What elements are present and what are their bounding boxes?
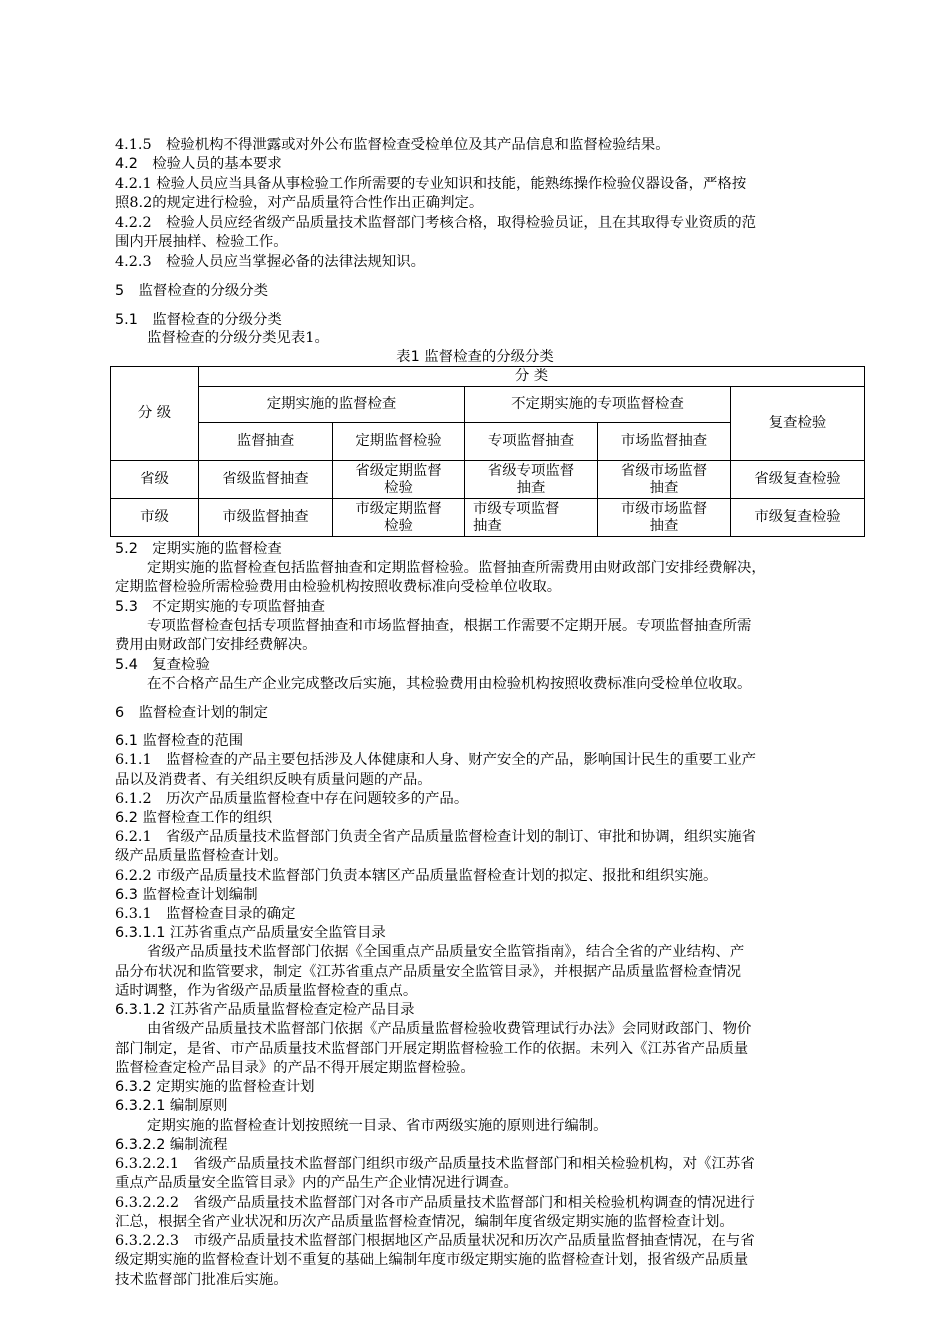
paragraph: 适时调整，作为省级产品质量监督检查的重点。 bbox=[115, 983, 418, 999]
chapter-heading: 6 监督检查计划的制定 bbox=[115, 705, 269, 721]
table-cell: 省级专项监督 抽查 bbox=[465, 461, 598, 499]
paragraph: 专项监督检查包括专项监督抽查和市场监督抽查，根据工作需要不定期开展。专项监督抽查所需 bbox=[147, 618, 752, 634]
paragraph: 定期实施的监督检查计划按照统一目录、省市两级实施的原则进行编制。 bbox=[147, 1118, 608, 1134]
table-cell: 市级复查检验 bbox=[731, 499, 865, 537]
paragraph: 部门制定，是省、市产品质量技术监督部门开展定期监督检验工作的依据。未列入《江苏省产品质量 bbox=[115, 1041, 749, 1057]
header-regular: 定期实施的监督检查 bbox=[199, 387, 465, 423]
header-category: 分 类 bbox=[199, 367, 865, 387]
table-cell: 省级复查检验 bbox=[731, 461, 865, 499]
section-heading: 5.4 复查检验 bbox=[115, 657, 210, 673]
table-cell: 省级监督抽查 bbox=[199, 461, 333, 499]
paragraph: 重点产品质量安全监管目录》内的产品生产企业情况进行调查。 bbox=[115, 1175, 518, 1191]
table-cell: 市级专项监督 抽查 bbox=[465, 499, 598, 537]
table-cell: 省级定期监督 检验 bbox=[333, 461, 465, 499]
table-caption: 表1 监督检查的分级分类 bbox=[396, 349, 554, 365]
section-heading: 6.3 监督检查计划编制 bbox=[115, 887, 258, 903]
paragraph: 6.3.2.2.2 省级产品质量技术监督部门对各市产品质量技术监督部门和相关检验机构调查的情况进行 bbox=[115, 1195, 755, 1211]
paragraph: 6.2.2 市级产品质量技术监督部门负责本辖区产品质量监督检查计划的拟定、报批和组织实施。 bbox=[115, 868, 718, 884]
paragraph: 品分布状况和监管要求，制定《江苏省重点产品质量安全监管目录》，并根据产品质量监督检查情况 bbox=[115, 964, 741, 980]
subsection-heading: 6.3.2.1 编制原则 bbox=[115, 1098, 228, 1114]
section-heading: 6.2 监督检查工作的组织 bbox=[115, 810, 272, 826]
table-row bbox=[111, 499, 865, 537]
paragraph: 照8.2的规定进行检验，对产品质量符合性作出正确判定。 bbox=[115, 195, 484, 211]
table-cell: 省级市场监督 抽查 bbox=[598, 461, 731, 499]
section-heading: 4.2 检验人员的基本要求 bbox=[115, 156, 282, 172]
paragraph: 级产品质量监督检查计划。 bbox=[115, 848, 288, 864]
paragraph: 费用由财政部门安排经费解决。 bbox=[115, 637, 317, 653]
paragraph: 4.1.5 检验机构不得泄露或对外公布监督检查受检单位及其产品信息和监督检验结果。 bbox=[115, 137, 670, 153]
table-cell: 市级市场监督 抽查 bbox=[598, 499, 731, 537]
paragraph: 级定期实施的监督检查计划不重复的基础上编制年度市级定期实施的监督检查计划，报省级产品质量 bbox=[115, 1252, 749, 1268]
paragraph: 省级产品质量技术监督部门依据《全国重点产品质量安全监管指南》，结合全省的产业结构、产 bbox=[147, 944, 745, 960]
subheader-cell: 专项监督抽查 bbox=[465, 423, 598, 461]
paragraph: 4.2.2 检验人员应经省级产品质量技术监督部门考核合格，取得检验员证，且在其取得专业资质的范 bbox=[115, 215, 757, 231]
subheader-cell: 定期监督检验 bbox=[333, 423, 465, 461]
chapter-heading: 5 监督检查的分级分类 bbox=[115, 283, 269, 299]
table-cell: 市级 bbox=[111, 499, 199, 537]
paragraph: 6.1.1 监督检查的产品主要包括涉及人体健康和人身、财产安全的产品，影响国计民生的重要工业产 bbox=[115, 752, 757, 768]
subheader-cell: 市场监督抽查 bbox=[598, 423, 731, 461]
subsection-heading: 6.3.2 定期实施的监督检查计划 bbox=[115, 1079, 315, 1095]
section-heading: 5.3 不定期实施的专项监督抽查 bbox=[115, 599, 325, 615]
subsection-heading: 6.3.1 监督检查目录的确定 bbox=[115, 906, 296, 922]
subsection-heading: 6.3.1.2 江苏省产品质量监督检查定检产品目录 bbox=[115, 1002, 415, 1018]
paragraph: 围内开展抽样、检验工作。 bbox=[115, 234, 288, 250]
paragraph: 定期监督检验所需检验费用由检验机构按照收费标准向受检单位收取。 bbox=[115, 579, 562, 595]
header-recheck: 复查检验 bbox=[731, 387, 865, 461]
header-irregular: 不定期实施的专项监督检查 bbox=[465, 387, 731, 423]
subsection-heading: 6.3.1.1 江苏省重点产品质量安全监管目录 bbox=[115, 925, 386, 941]
table-cell: 市级监督抽查 bbox=[199, 499, 333, 537]
subsection-heading: 6.3.2.2 编制流程 bbox=[115, 1137, 228, 1153]
section-heading: 6.1 监督检查的范围 bbox=[115, 733, 244, 749]
table-row bbox=[111, 461, 865, 499]
section-heading: 5.2 定期实施的监督检查 bbox=[115, 541, 282, 557]
paragraph: 在不合格产品生产企业完成整改后实施，其检验费用由检验机构按照收费标准向受检单位收取。 bbox=[147, 676, 752, 692]
subheader-cell: 监督抽查 bbox=[199, 423, 333, 461]
paragraph: 定期实施的监督检查包括监督抽查和定期监督检验。监督抽查所需费用由财政部门安排经费解决， bbox=[147, 560, 766, 576]
table-cell: 市级定期监督 检验 bbox=[333, 499, 465, 537]
paragraph: 汇总，根据全省产业状况和历次产品质量监督检查情况，编制年度省级定期实施的监督检查计划。 bbox=[115, 1214, 734, 1230]
paragraph: 6.1.2 历次产品质量监督检查中存在问题较多的产品。 bbox=[115, 791, 469, 807]
section-heading: 5.1 监督检查的分级分类 bbox=[115, 312, 282, 328]
paragraph: 品以及消费者、有关组织反映有质量问题的产品。 bbox=[115, 772, 432, 788]
paragraph: 6.2.1 省级产品质量技术监督部门负责全省产品质量监督检查计划的制订、审批和协调，组织实施省 bbox=[115, 829, 757, 845]
paragraph: 由省级产品质量技术监督部门依据《产品质量监督检验收费管理试行办法》会同财政部门、物价 bbox=[147, 1021, 752, 1037]
classification-table bbox=[110, 366, 865, 537]
header-level: 分 级 bbox=[111, 367, 199, 461]
paragraph: 6.3.2.2.3 市级产品质量技术监督部门根据地区产品质量状况和历次产品质量监督抽查情况，在与省 bbox=[115, 1233, 755, 1249]
paragraph: 技术监督部门批准后实施。 bbox=[115, 1272, 288, 1288]
paragraph: 6.3.2.2.1 省级产品质量技术监督部门组织市级产品质量技术监督部门和相关检验机构，对《江苏省 bbox=[115, 1156, 755, 1172]
paragraph: 4.2.1 检验人员应当具备从事检验工作所需要的专业知识和技能，能熟练操作检验仪器设备，严格按 bbox=[115, 176, 747, 192]
paragraph: 4.2.3 检验人员应当掌握必备的法律法规知识。 bbox=[115, 254, 426, 270]
paragraph: 监督检查的分级分类见表1。 bbox=[147, 330, 329, 346]
paragraph: 监督检查定检产品目录》的产品不得开展定期监督检验。 bbox=[115, 1060, 475, 1076]
table-cell: 省级 bbox=[111, 461, 199, 499]
